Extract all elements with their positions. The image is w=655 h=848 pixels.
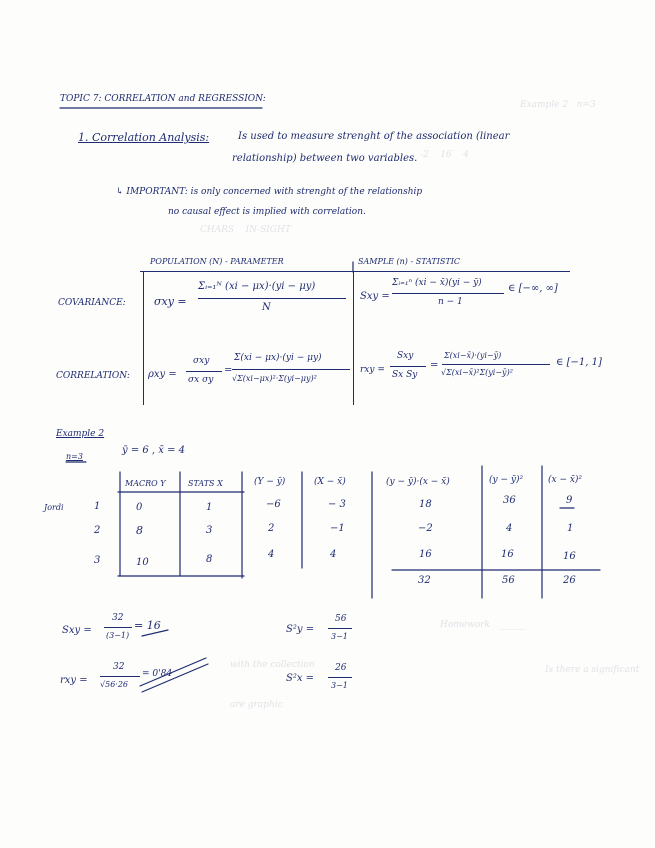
col-header-y-dev: (Y − ȳ) [254, 477, 286, 487]
example-heading: Example 2 [56, 429, 105, 439]
pop-corr-frac2-denominator: √Σ(xi−μx)²·Σ(yi−μy)² [232, 374, 317, 383]
means-line: ȳ = 6 , x̄ = 4 [122, 445, 186, 456]
total-x-dev-sq: 26 [563, 575, 576, 586]
section-heading: 1. Correlation Analysis: [78, 131, 210, 144]
equals-sign: = [430, 360, 439, 371]
table-cell: −6 [266, 499, 281, 510]
sy2-lhs: S²y = [286, 624, 315, 635]
col-header-product: (y − ȳ)·(x − x̄) [386, 477, 450, 487]
table-cell: 1 [567, 523, 574, 534]
bleed-through-text: -2 16 4 [420, 150, 469, 160]
col-header-y-dev-sq: (y − ȳ)² [489, 475, 524, 485]
correlation-label: CORRELATION: [56, 371, 130, 381]
bleed-through-text: Homework ______ [440, 620, 526, 630]
table-cell: 16 [501, 549, 514, 560]
covariance-label: COVARIANCE: [58, 298, 126, 308]
row-id: 1 [94, 501, 101, 512]
important-note: ↳ IMPORTANT: is only concerned with strenght of the relationship [116, 187, 423, 197]
row-group-label: Jordi [44, 503, 64, 512]
col-header-x-dev-sq: (x − x̄)² [548, 475, 583, 485]
table-cell: 36 [503, 495, 516, 506]
sxy-value-underline [142, 630, 168, 636]
bleed-through-text: CHARS IN-SIGHT [200, 225, 291, 235]
table-cell: 9 [566, 495, 573, 506]
table-cell: 8 [206, 554, 213, 565]
row-id: 2 [94, 525, 101, 536]
rxy-value: = 0'84 [142, 669, 173, 679]
sx2-lhs: S²x = [286, 673, 315, 684]
sample-corr-frac2-denominator: √Σ(xi−x̄)²Σ(yi−ȳ)² [441, 368, 513, 377]
sxy-lhs: Sxy = [62, 625, 92, 636]
row-id: 3 [94, 555, 101, 566]
sx2-denominator: 3−1 [331, 681, 348, 690]
bleed-through-text: are graphic [230, 700, 283, 710]
table-cell: −2 [418, 523, 433, 534]
table-cell: 1 [206, 502, 213, 513]
sx2-numerator: 26 [335, 663, 347, 673]
table-cell: −1 [330, 523, 345, 534]
pop-corr-frac1-denominator: σx σy [188, 375, 214, 385]
sample-corr-frac2-numerator: Σ(xi−x̄)·(yi−ȳ) [444, 351, 502, 360]
pop-corr-frac1-numerator: σxy [193, 356, 210, 366]
pop-corr-frac2-numerator: Σ(xi − μx)·(yi − μy) [234, 353, 322, 363]
page-title: TOPIC 7: CORRELATION and REGRESSION: [60, 94, 266, 104]
sample-cov-lhs: Sxy = [360, 291, 390, 302]
col-header-stats-x: STATS X [188, 479, 223, 488]
table-cell: 8 [136, 524, 143, 537]
table-cell: 4 [506, 523, 513, 534]
pop-cov-denominator: N [262, 302, 271, 313]
sample-corr-frac1-denominator: Sx Sy [392, 370, 418, 380]
pop-corr-lhs: ρxy = [148, 369, 177, 380]
table-cell: 18 [419, 499, 432, 510]
table-cell: 2 [268, 523, 275, 534]
rxy-double-underline [142, 664, 208, 692]
sxy-numerator: 32 [112, 613, 124, 623]
table-cell: 0 [136, 502, 143, 513]
rxy-denominator: √56·26 [100, 680, 128, 689]
sy2-denominator: 3−1 [331, 632, 348, 641]
sample-corr-frac1-numerator: Sxy [397, 351, 414, 361]
sample-cov-numerator: Σᵢ₌₁ⁿ (xi − x̄)(yi − ȳ) [392, 278, 482, 288]
col-header-x-dev: (X − x̄) [314, 477, 346, 487]
sample-size-label: n=3 [66, 452, 83, 461]
rxy-lhs: rxy = [60, 675, 88, 686]
definition-line: relationship) between two variables. [232, 153, 418, 164]
sxy-denominator: (3−1) [106, 631, 130, 640]
col-header-macro-y: MACRO Y [125, 479, 166, 488]
covariance-range: ∈ [−∞, ∞] [508, 283, 558, 294]
bleed-through-text: Is there a significant [545, 665, 640, 675]
bleed-through-text: Example 2 n=3 [520, 100, 596, 110]
sample-header: SAMPLE (n) - STATISTIC [358, 257, 461, 266]
definition-line: Is used to measure strenght of the association (linear [238, 131, 510, 142]
pop-cov-lhs: σxy = [154, 295, 187, 308]
table-cell: 10 [136, 557, 149, 568]
correlation-range: ∈ [−1, 1] [556, 357, 602, 368]
rxy-double-underline [140, 658, 206, 686]
table-cell: 16 [419, 549, 432, 560]
table-cell: − 3 [328, 499, 346, 510]
bleed-through-text: with the collection [230, 660, 315, 670]
rxy-numerator: 32 [113, 662, 125, 672]
table-cell: 4 [268, 549, 275, 560]
sample-cov-denominator: n − 1 [438, 297, 463, 307]
total-y-dev-sq: 56 [502, 575, 515, 586]
total-product: 32 [418, 575, 431, 586]
table-cell: 4 [330, 549, 337, 560]
table-cell: 16 [563, 551, 576, 562]
sample-corr-lhs: rxy = [360, 365, 385, 375]
sxy-value: = 16 [134, 619, 161, 632]
population-header: POPULATION (N) - PARAMETER [150, 257, 284, 266]
equals-sign: = [224, 365, 233, 376]
sy2-numerator: 56 [335, 614, 347, 624]
pop-cov-numerator: Σᵢ₌₁ᴺ (xi − μx)·(yi − μy) [198, 281, 316, 292]
important-note: no causal effect is implied with correlation. [168, 207, 366, 217]
table-cell: 3 [206, 525, 213, 536]
